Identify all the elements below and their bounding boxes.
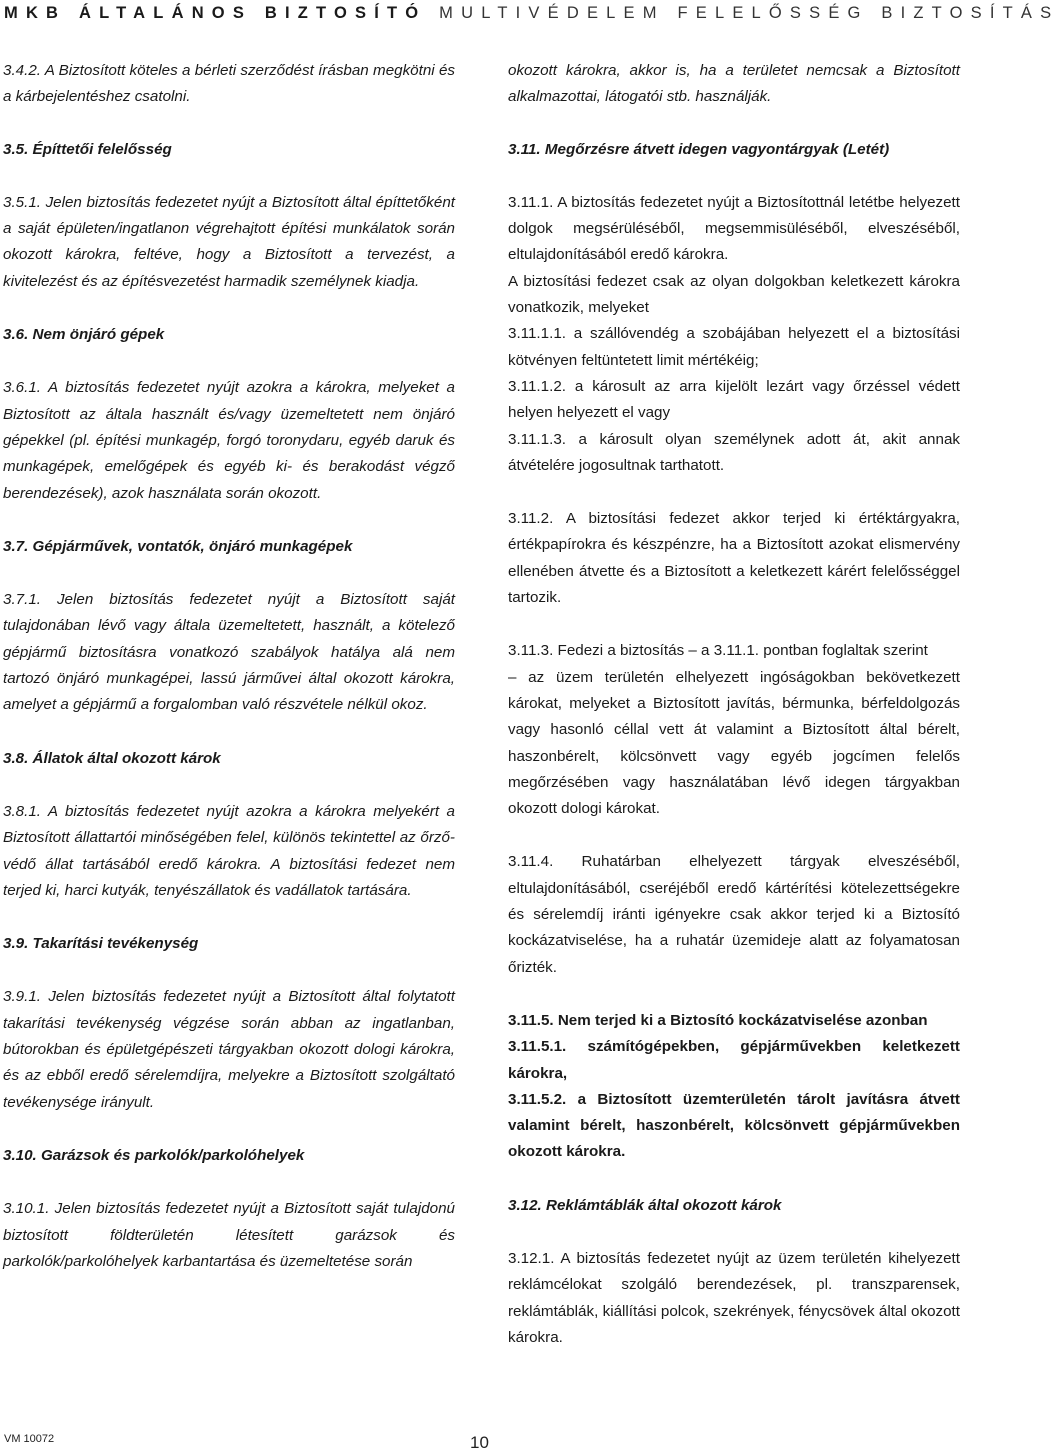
page-number: 10: [470, 1433, 489, 1452]
paragraph-3-8-1: 3.8.1. A biztosítás fedezetet nyújt azokra a károkra melyekért a Biztosított állattartói minőségében felel, különös tekintettel az őrző-védő állat tartásából eredő károkra. A biztosítási fedezet nem terjed ki, harci kutyák, tenyészállatok és vadállatok tartására.: [3, 802, 455, 899]
paragraph-3-6-1: 3.6.1. A biztosítás fedezetet nyújt azokra a károkra, melyeket a Biztosított az általa használt és/vagy üzemeltetett nem önjáró gépekkel (pl. építési munkagép, forgó toronydaru, egyéb daruk és munkagépek, emelőgépek és egyéb ki- és berakodást végző berendezések), azok használata során okozott.: [3, 379, 455, 502]
paragraph-3-11-1: 3.11.1. A biztosítás fedezetet nyújt a Biztosítottnál letétbe helyezett dolgok megsérüléséből, megsemmisüléséből, elveszéséből, eltulajdonításából eredő károkra.: [508, 193, 960, 264]
paragraph-3-10-1-continued: okozott károkra, akkor is, ha a területet nemcsak a Biztosított alkalmazottai, látogatói stb. használják.: [508, 62, 960, 106]
document-code: VM 10072: [4, 1433, 55, 1445]
paragraph-3-11-3: 3.11.3. Fedezi a biztosítás – a 3.11.1. pontban foglaltak szerint: [508, 642, 928, 660]
paragraph-3-10-1: 3.10.1. Jelen biztosítás fedezetet nyújt a Biztosított saját tulajdonú biztosított földterületén létesített garázsok és parkolók/parkolóhelyek karbantartása és üzemeltetése során: [3, 1200, 455, 1270]
heading-3-7: 3.7. Gépjárművek, vontatók, önjáró munkagépek: [3, 537, 353, 555]
paragraph-3-11-2: 3.11.2. A biztosítási fedezet akkor terjed ki értéktárgyakra, értékpapírokra és készpénzre, ha a Biztosított azokat elismervény ellenében átvette és a Biztosított a keletkezett kárért felelősséggel tartozik.: [508, 510, 960, 607]
left-column: [3, 58, 455, 1275]
heading-3-6: 3.6. Nem önjáró gépek: [3, 326, 165, 344]
heading-3-9: 3.9. Takarítási tevékenység: [3, 935, 199, 953]
paragraph-3-11-3-detail: – az üzem területén elhelyezett ingóságokban bekövetkezett károkat, melyeket a Biztosított javítás, bérmunka, bérfeldolgozás vagy hasonló céllal vett át valamint a Biztosított által bérelt, haszonbérelt, kölcsönvett vagy egyéb jogcímen felelős megőrzésében vagy használatában lévő idegen tárgyakban okozott dologi károkat.: [508, 668, 960, 818]
heading-3-11: 3.11. Megőrzésre átvett idegen vagyontárgyak (Letét): [508, 140, 890, 158]
paragraph-3-11-1-scope: A biztosítási fedezet csak az olyan dolgokban keletkezett károkra vonatkozik, melyeket: [508, 272, 960, 317]
paragraph-3-11-1-3: 3.11.1.3. a károsult olyan személynek adott át, akit annak átvételére jogosultnak tarthatott.: [508, 430, 960, 474]
paragraph-3-9-1: 3.9.1. Jelen biztosítás fedezetet nyújt a Biztosított által folytatott takarítási tevékenység végzése során abban az ingatlanban, bútorokban és épületgépészeti tárgyakban okozott dologi károkra, és az ebből eredő sérelemdíjra, melyekre a Biztosított szolgáltató tevékenysége irányult.: [3, 988, 455, 1111]
page-header: [0, 0, 1059, 26]
paragraph-3-11-5-1: 3.11.5.1. számítógépekben, gépjárművekben keletkezett károkra,: [508, 1038, 960, 1082]
paragraph-3-5-1: 3.5.1. Jelen biztosítás fedezetet nyújt a Biztosított által építtetőként a saját épületen/ingatlanon végrehajtott építési munkálatok során okozott károkra, feltéve, hogy a Biztosított a tervezést, a kivitelezést és az építésvezetést harmadik személynek kiadja.: [3, 193, 455, 290]
heading-3-12: 3.12. Reklámtáblák által okozott károk: [508, 1196, 782, 1214]
header-product: MULTIVÉDELEM FELELŐSSÉG BIZTOSÍTÁS: [439, 4, 1059, 22]
paragraph-3-11-4: 3.11.4. Ruhatárban elhelyezett tárgyak elveszéséből, eltulajdonításából, cseréjéből eredő kártérítési kötelezettségekre és sérelemdíj iránti igényekre csak akkor terjed ki a Biztosító kockázatviselése, ha a ruhatár üzemideje alatt az folyamatosan őrizték.: [508, 853, 960, 976]
paragraph-3-4-2: 3.4.2. A Biztosított köteles a bérleti szerződést írásban megkötni és a kárbejelentéshez csatolni.: [3, 62, 455, 106]
paragraph-3-11-1-1: 3.11.1.1. a szállóvendég a szobájában helyezett el a biztosítási kötvényen feltüntetett limit mértékéig;: [508, 325, 960, 369]
paragraph-3-11-5: 3.11.5. Nem terjed ki a Biztosító kockázatviselése azonban: [508, 1011, 928, 1029]
paragraph-3-11-1-2: 3.11.1.2. a károsult az arra kijelölt lezárt vagy őrzéssel védett helyen helyezett el vagy: [508, 377, 960, 422]
heading-3-5: 3.5. Építtetői felelősség: [3, 140, 172, 158]
header-company: MKB ÁLTALÁNOS BIZTOSÍTÓ: [4, 4, 427, 22]
paragraph-3-7-1: 3.7.1. Jelen biztosítás fedezetet nyújt a Biztosított saját tulajdonában lévő vagy általa üzemeltetett, használt, a kötelező gépjármű biztosításra vonatkozó szabályok hatálya alá nem tartozó önjáró munkagépei, lassú járművei által okozott károkra, amelyet a gépjármű a forgalomban való részvétele nélkül okoz.: [3, 591, 455, 714]
paragraph-3-11-5-2: 3.11.5.2. a Biztosított üzemterületén tárolt javításra átvett valamint bérelt, haszonbérelt, kölcsönvett gépjárművekben okozott károkra.: [508, 1090, 960, 1161]
heading-3-8: 3.8. Állatok által okozott károk: [3, 749, 221, 767]
right-column: [508, 58, 960, 1351]
paragraph-3-12-1: 3.12.1. A biztosítás fedezetet nyújt az üzem területén kihelyezett reklámcélokat szolgáló berendezések, pl. transzparensek, reklámtáblák, kiállítási polcok, szekrények, fénycsövek által okozott károkra.: [508, 1249, 960, 1346]
heading-3-10: 3.10. Garázsok és parkolók/parkolóhelyek: [3, 1146, 305, 1164]
